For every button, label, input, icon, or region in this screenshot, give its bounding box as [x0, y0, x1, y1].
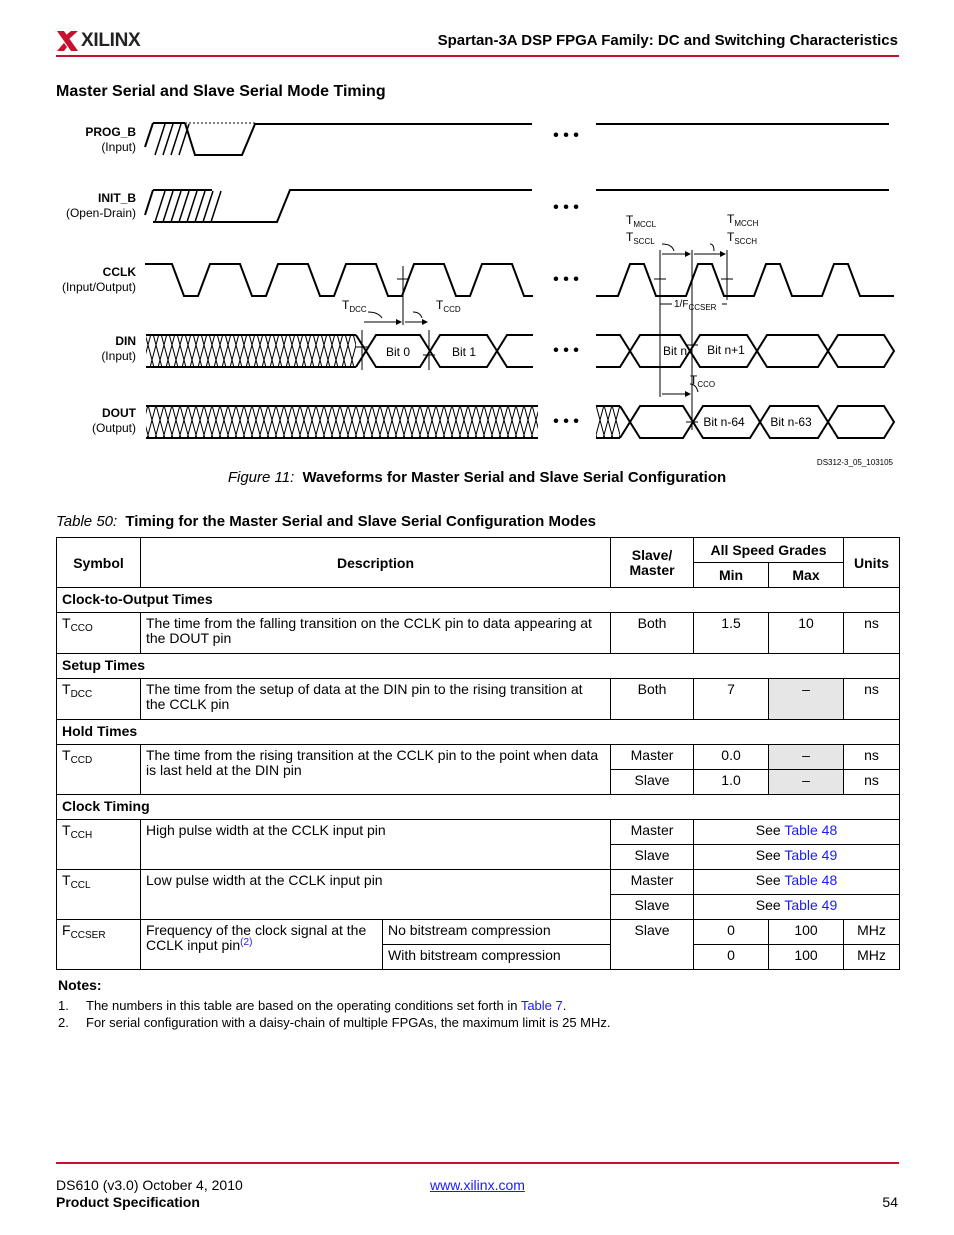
dout-waveform-right: [596, 406, 894, 438]
units-tdcc: ns: [844, 679, 900, 720]
max-fccser-with-comp: 100: [769, 945, 844, 970]
group-hold: Hold Times: [57, 720, 900, 745]
desc-fccser: Frequency of the clock signal at the CCLK input pin$^{(2)}$: [141, 920, 383, 970]
signal-name-dout: DOUT: [102, 406, 136, 420]
table-caption-title: Timing for the Master Serial and Slave Serial Configuration Modes: [125, 513, 596, 530]
units-tcco: ns: [844, 613, 900, 654]
ellipsis-init-b: • • •: [553, 199, 579, 216]
min-tdcc: 7: [694, 679, 769, 720]
sm-tccl-master: Master: [611, 870, 694, 895]
din-dont-care-region: [146, 335, 356, 367]
footer-url-link[interactable]: www.xilinx.com: [430, 1177, 525, 1193]
table-caption: [56, 513, 596, 530]
max-tcco: 10: [769, 613, 844, 654]
symbol-tccl: $T_{CCL}$: [57, 870, 141, 920]
label-tdcc: $T_{DCC}$: [342, 298, 367, 314]
max-tccd-slave: –: [769, 770, 844, 795]
signal-name-prog-b: PROG_B: [85, 125, 136, 139]
link-table-7[interactable]: Table 7: [520, 998, 563, 1013]
note-ref-2[interactable]: (2): [240, 937, 253, 948]
header-description: Description: [141, 538, 611, 588]
note-1-text: The numbers in this table are based on the operating conditions set forth in: [86, 998, 521, 1013]
timing-table: [56, 537, 900, 970]
ellipsis-dout: • • •: [553, 413, 579, 430]
brand-name: XILINX: [81, 30, 141, 51]
signal-dir-prog-b: (Input): [101, 140, 136, 154]
min-tccd-slave: 1.0: [694, 770, 769, 795]
note-2: [58, 1015, 611, 1030]
sm-tccl-slave: Slave: [611, 895, 694, 920]
signal-dir-init-b: (Open-Drain): [65, 206, 136, 220]
fccser-with-compression: With bitstream compression: [383, 945, 611, 970]
note-1-end: .: [562, 998, 567, 1013]
units-tccd-slave: ns: [844, 770, 900, 795]
page-header-title: Spartan-3A DSP FPGA Family: DC and Switching Characteristics: [437, 32, 898, 49]
ellipsis-prog-b: • • •: [553, 127, 579, 144]
dout-dont-care-region: [146, 406, 538, 438]
group-clock-timing: Clock Timing: [57, 795, 900, 820]
header-rule: [56, 55, 899, 57]
desc-tcch: High pulse width at the CCLK input pin: [141, 820, 611, 870]
symbol-tcco: $T_{CCO}$: [57, 613, 141, 654]
figure-caption-title: Waveforms for Master Serial and Slave Serial Configuration: [302, 469, 727, 486]
din-waveform-right: [596, 335, 894, 367]
symbol-tccd: $T_{CCD}$: [57, 745, 141, 795]
sm-tccd-slave: Slave: [611, 770, 694, 795]
header-min: Min: [694, 563, 769, 588]
ellipsis-din: • • •: [553, 342, 579, 359]
table-row: [57, 870, 900, 895]
notes-title: Notes:: [58, 977, 102, 993]
init-b-waveform: [145, 190, 889, 222]
symbol-tcch: $T_{CCH}$: [57, 820, 141, 870]
fccser-no-compression: No bitstream compression: [383, 920, 611, 945]
link-table-49[interactable]: Table 49: [784, 847, 838, 863]
section-title: Master Serial and Slave Serial Mode Timing: [56, 83, 386, 100]
ref-tccl-slave: See Table 49: [694, 895, 900, 920]
desc-tdcc: The time from the setup of data at the DIN pin to the rising transition at the CCLK pin: [141, 679, 611, 720]
figure-caption-label: Figure 11:: [227, 469, 295, 486]
bit-label-bitn1: Bit n+1: [707, 343, 745, 357]
bit-label-bit0: Bit 0: [385, 345, 411, 359]
bit-label-bit1: Bit 1: [451, 345, 477, 359]
min-fccser-with-comp: 0: [694, 945, 769, 970]
label-fccser: $1/F_{CCSER}$: [674, 299, 717, 312]
sm-tcch-slave: Slave: [611, 845, 694, 870]
cclk-waveform-left: [145, 264, 533, 296]
link-table-49[interactable]: Table 49: [784, 897, 838, 913]
note-2-num: 2.: [58, 1015, 69, 1030]
max-fccser-no-comp: 100: [769, 920, 844, 945]
timing-markers-right: [654, 244, 733, 430]
ref-tcch-slave: See Table 49: [694, 845, 900, 870]
group-setup: Setup Times: [57, 654, 900, 679]
xilinx-logo: [57, 30, 157, 52]
note-1: [58, 998, 566, 1013]
signal-dir-dout: (Output): [91, 421, 136, 435]
sm-tcco: Both: [611, 613, 694, 654]
table-row: [57, 613, 900, 654]
desc-tcco: The time from the falling transition on the CCLK pin to data appearing at the DOUT pin: [141, 613, 611, 654]
footer-rule: [56, 1162, 899, 1164]
units-tccd-master: ns: [844, 745, 900, 770]
figure-code: DS312-3_05_103105: [816, 458, 893, 467]
min-tccd-master: 0.0: [694, 745, 769, 770]
min-fccser-no-comp: 0: [694, 920, 769, 945]
bit-label-bitn63: Bit n-63: [770, 415, 812, 429]
header-symbol: Symbol: [57, 538, 141, 588]
note-1-num: 1.: [58, 998, 69, 1013]
sm-fccser: Slave: [611, 920, 694, 970]
signal-dir-din: (Input): [101, 349, 136, 363]
signal-name-cclk: CCLK: [102, 265, 136, 279]
max-tccd-master: –: [769, 745, 844, 770]
desc-tccl: Low pulse width at the CCLK input pin: [141, 870, 611, 920]
sm-tccd-master: Master: [611, 745, 694, 770]
sm-tdcc: Both: [611, 679, 694, 720]
header-slave-master: Slave/ Master: [611, 538, 694, 588]
symbol-fccser: $F_{CCSER}$: [57, 920, 141, 970]
header-all-speed-grades: All Speed Grades: [694, 538, 844, 563]
desc-tccd: The time from the rising transition at the CCLK pin to the point when data is last held at the DIN pin: [141, 745, 611, 795]
header-units: Units: [844, 538, 900, 588]
link-table-48[interactable]: Table 48: [784, 872, 838, 888]
min-tcco: 1.5: [694, 613, 769, 654]
figure-caption: [0, 469, 954, 486]
table-row: [57, 820, 900, 845]
page-number: 54: [882, 1194, 898, 1210]
note-2-text: For serial configuration with a daisy-chain of multiple FPGAs, the maximum limit is 25 MHz.: [86, 1015, 611, 1030]
units-fccser-with-comp: MHz: [844, 945, 900, 970]
units-fccser-no-comp: MHz: [844, 920, 900, 945]
ref-tcch-master: See Table 48: [694, 820, 900, 845]
signal-name-init-b: INIT_B: [97, 191, 136, 205]
label-tmcch: $T_{MCCH}$: [727, 212, 759, 228]
header-max: Max: [769, 563, 844, 588]
table-row: [57, 745, 900, 770]
symbol-tdcc: $T_{DCC}$: [57, 679, 141, 720]
bit-label-bitn: Bit n: [662, 344, 688, 358]
signal-name-din: DIN: [115, 334, 136, 348]
table-row: [57, 920, 900, 945]
table-row: [57, 679, 900, 720]
footer-doc-id: DS610 (v3.0) October 4, 2010: [56, 1177, 243, 1193]
footer-spec: Product Specification: [56, 1194, 200, 1210]
label-tsccl: $T_{SCCL}$: [626, 230, 655, 246]
group-clock-to-output: Clock-to-Output Times: [57, 588, 900, 613]
bit-label-bitn64: Bit n-64: [703, 415, 745, 429]
label-tcco: $T_{CCO}$: [690, 373, 716, 389]
prog-b-waveform: [145, 123, 889, 155]
link-table-48[interactable]: Table 48: [784, 822, 838, 838]
label-tscch: $T_{SCCH}$: [727, 230, 758, 246]
cclk-waveform-right: [596, 264, 894, 296]
label-tmccl: $T_{MCCL}$: [626, 213, 657, 229]
waveform-diagram: [0, 100, 954, 470]
signal-dir-cclk: (Input/Output): [61, 280, 136, 294]
ellipsis-cclk: • • •: [553, 271, 579, 288]
label-tccd: $T_{CCD}$: [436, 298, 461, 314]
ref-tccl-master: See Table 48: [694, 870, 900, 895]
sm-tcch-master: Master: [611, 820, 694, 845]
table-caption-label: Table 50:: [56, 513, 118, 530]
xilinx-x-icon: [57, 31, 79, 53]
max-tdcc: –: [769, 679, 844, 720]
